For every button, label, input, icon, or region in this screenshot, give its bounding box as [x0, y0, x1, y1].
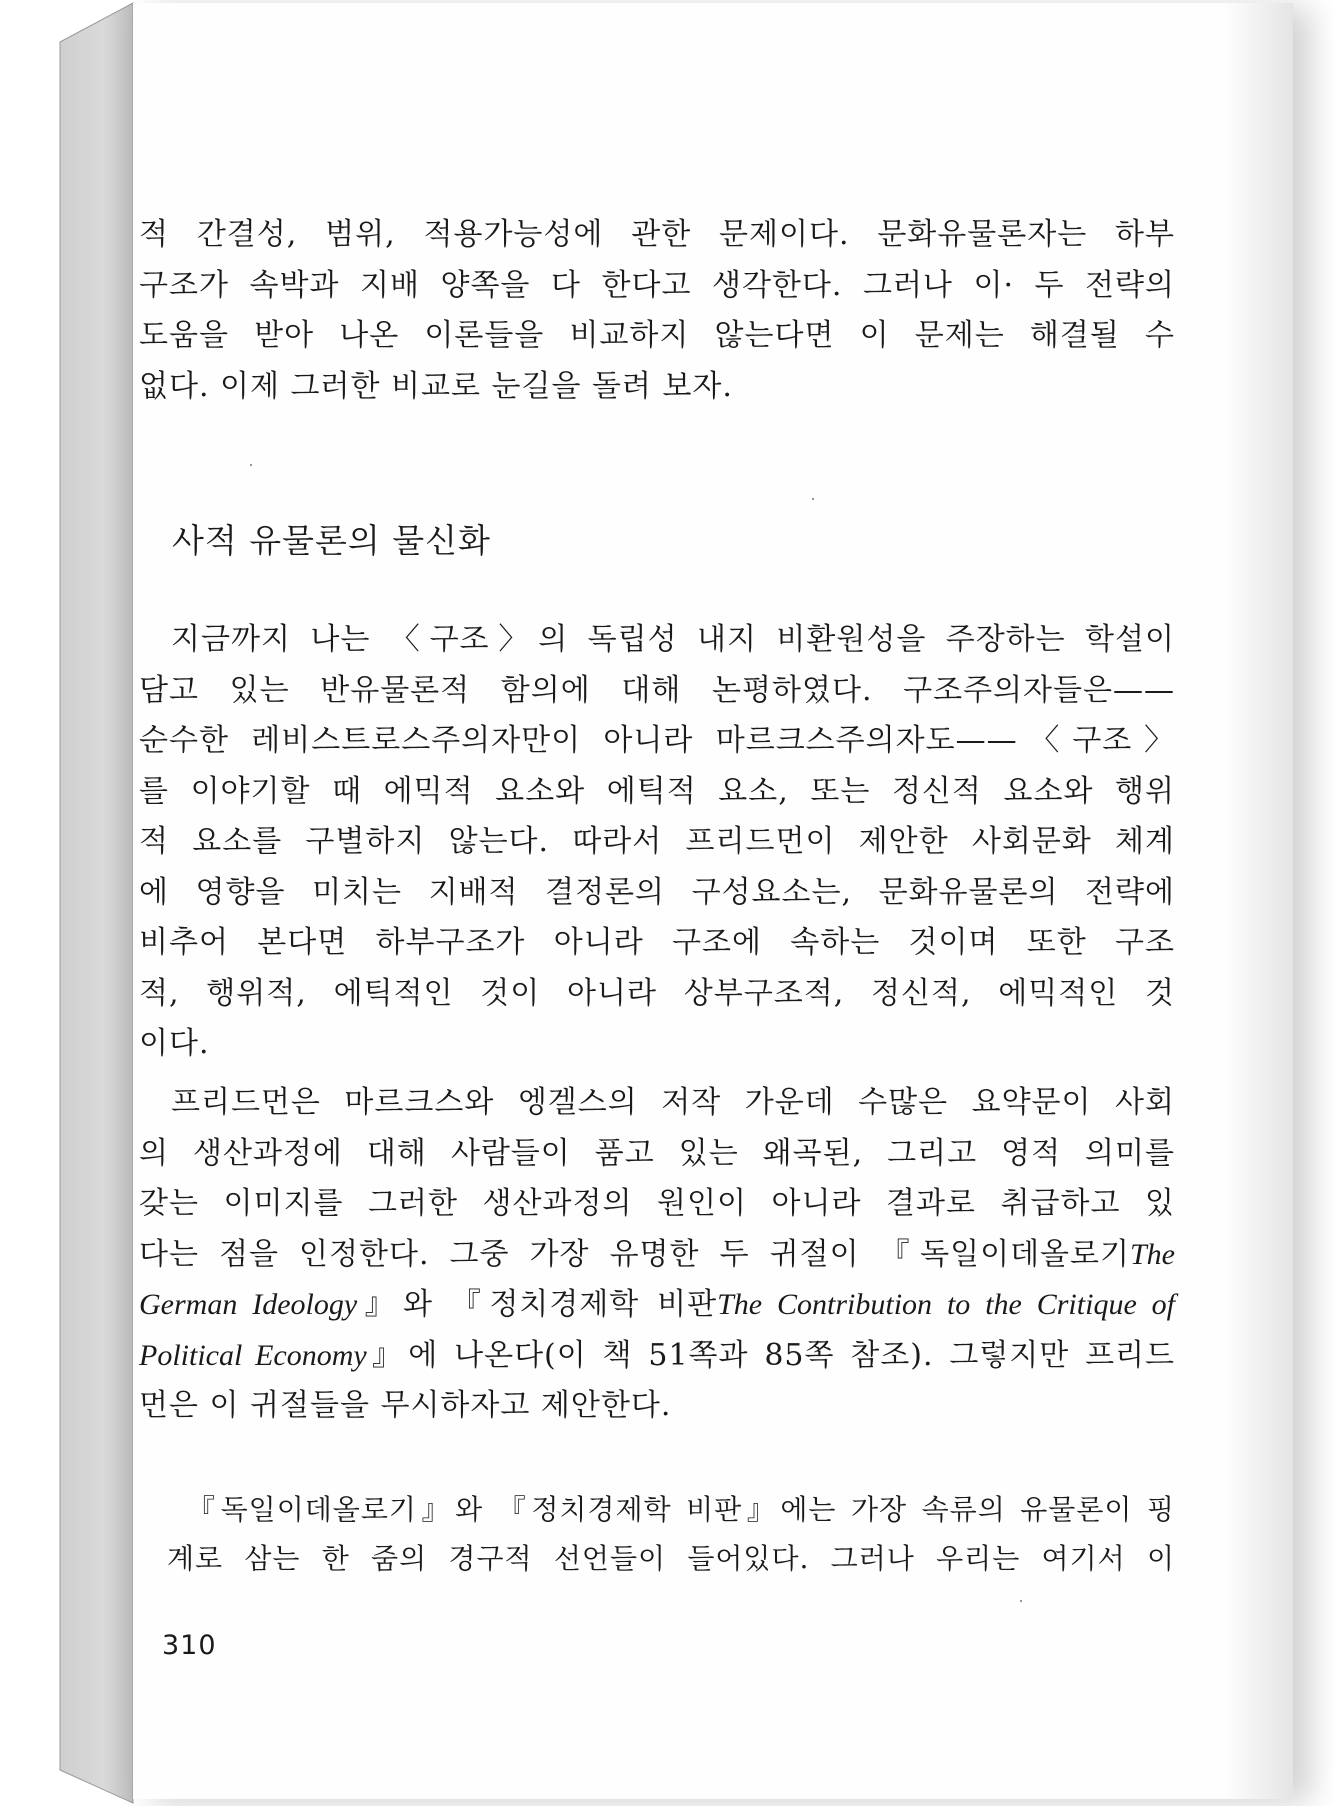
speck	[250, 464, 252, 466]
text-line: 갖는 이미지를 그러한 생산과정의 원인이 아니라 결과로 취급하고 있	[139, 1186, 1175, 1221]
text-line: 적, 행위적, 에틱적인 것이 아니라 상부구조적, 정신적, 에믹적인 것	[139, 975, 1175, 1011]
text-segment: 』와 『정치경제학 비판	[357, 1287, 718, 1322]
speck	[812, 498, 814, 500]
italic-title-segment: German Ideology	[139, 1288, 358, 1321]
speck	[1020, 1600, 1022, 1602]
paragraph-intro	[139, 210, 1175, 412]
page-number: 310	[162, 1630, 217, 1661]
paragraph-structure	[139, 615, 1175, 1070]
text-line: 적 요소를 구별하지 않는다. 따라서 프리드먼이 제안한 사회문화 체계	[139, 824, 1175, 859]
italic-title-segment: The	[1130, 1237, 1175, 1271]
text-line: 『독일이데올로기』와 『정치경제학 비판』에는 가장 속류의 유물론이 핑	[187, 1493, 1175, 1526]
text-line: 순수한 레비스트로스주의자만이 아니라 마르크스주의자도——〈구조〉	[139, 723, 1175, 758]
text-segment: 다는 점을 인정한다. 그중 가장 유명한 두 귀절이 『독일이데올로기	[139, 1236, 1130, 1272]
text-line	[139, 1230, 1175, 1281]
text-line: 의 생산과정에 대해 사람들이 품고 있는 왜곡된, 그리고 영적 의미를	[139, 1135, 1175, 1171]
text-line: 적 간결성, 범위, 적용가능성에 관한 문제이다. 문화유물론자는 하부	[139, 217, 1175, 252]
text-line	[139, 1331, 1175, 1382]
text-line: 구조가 속박과 지배 양쪽을 다 한다고 생각한다. 그러나 이· 두 전략의	[139, 267, 1175, 303]
text-line: 를 이야기할 때 에믹적 요소와 에틱적 요소, 또는 정신적 요소와 행위	[139, 773, 1175, 809]
text-line: 프리드먼은 마르크스와 엥겔스의 저작 가운데 수많은 요약문이 사회	[171, 1085, 1175, 1120]
text-line: 도움을 받아 나온 이론들을 비교하지 않는다면 이 문제는 해결될 수	[139, 318, 1175, 353]
paragraph-friedman	[139, 1078, 1175, 1432]
page-shadow	[1223, 3, 1293, 1799]
text-line: 비추어 본다면 하부구조가 아니라 구조에 속하는 것이며 또한 구조	[139, 925, 1175, 960]
text-line: 먼은 이 귀절들을 무시하자고 제안한다.	[139, 1388, 672, 1423]
section-heading: 사적 유물론의 물신화	[172, 521, 491, 560]
italic-title-segment: The Contribution to the Critique of	[717, 1288, 1175, 1321]
text-line: 담고 있는 반유물론적 함의에 대해 논평하였다. 구조주의자들은——	[139, 672, 1175, 708]
text-line: 에 영향을 미치는 지배적 결정론의 구성요소는, 문화유물론의 전략에	[139, 874, 1175, 910]
text-line: 계로 삼는 한 줌의 경구적 선언들이 들어있다. 그러나 우리는 여기서 이	[167, 1542, 1175, 1575]
text-segment: 』에 나온다(이 책 51쪽과 85쪽 참조). 그렇지만 프리드	[366, 1337, 1176, 1373]
text-line: 지금까지 나는 〈구조〉의 독립성 내지 비환원성을 주장하는 학설이	[171, 622, 1175, 657]
text-line: 이다.	[139, 1026, 210, 1061]
text-line: 없다. 이제 그러한 비교로 눈길을 돌려 보자.	[139, 368, 733, 404]
block-quote	[155, 1485, 1175, 1583]
text-line	[139, 1280, 1175, 1331]
italic-title-segment: Political Economy	[139, 1338, 367, 1372]
